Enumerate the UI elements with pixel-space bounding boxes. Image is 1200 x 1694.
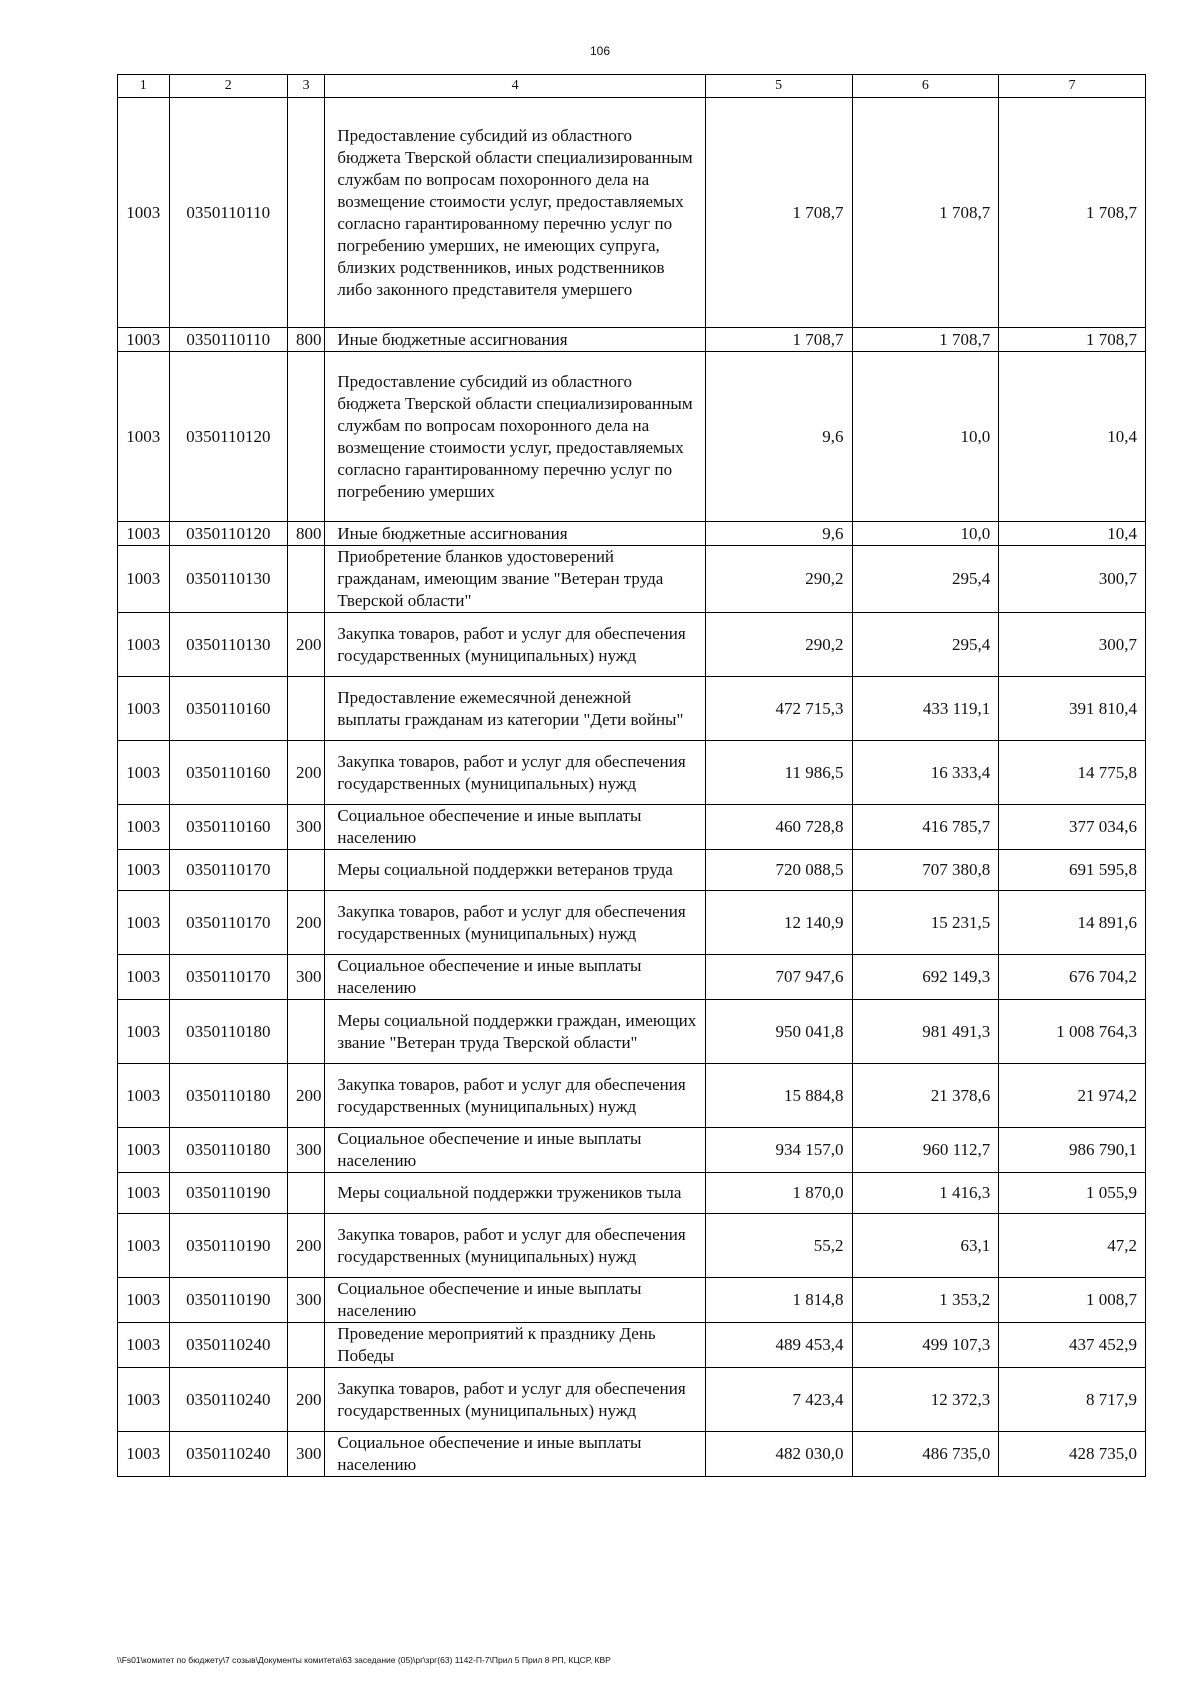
target-article-code-cell: 0350110180 (169, 1128, 287, 1173)
section-code-cell: 1003 (118, 98, 170, 328)
amount-col6-cell: 1 353,2 (852, 1278, 999, 1323)
item-name-cell: Закупка товаров, работ и услуг для обеспечения государственных (муниципальных) нужд (325, 741, 705, 805)
item-name-cell: Закупка товаров, работ и услуг для обеспечения государственных (муниципальных) нужд (325, 1064, 705, 1128)
item-name-cell: Закупка товаров, работ и услуг для обеспечения государственных (муниципальных) нужд (325, 1368, 705, 1432)
table-row (118, 1278, 1146, 1323)
target-article-code-cell: 0350110240 (169, 1368, 287, 1432)
table-row (118, 1432, 1146, 1477)
table-row (118, 891, 1146, 955)
amount-col5-cell: 9,6 (705, 522, 852, 546)
amount-col7-cell: 21 974,2 (999, 1064, 1146, 1128)
target-article-code-cell: 0350110160 (169, 741, 287, 805)
section-code-cell: 1003 (118, 1064, 170, 1128)
amount-col7-cell: 428 735,0 (999, 1432, 1146, 1477)
section-code-cell: 1003 (118, 1173, 170, 1214)
amount-col7-cell: 14 775,8 (999, 741, 1146, 805)
table-row (118, 613, 1146, 677)
table-row (118, 850, 1146, 891)
amount-col5-cell: 290,2 (705, 613, 852, 677)
amount-col6-cell: 981 491,3 (852, 1000, 999, 1064)
item-name-cell: Закупка товаров, работ и услуг для обеспечения государственных (муниципальных) нужд (325, 613, 705, 677)
amount-col5-cell: 15 884,8 (705, 1064, 852, 1128)
column-header-1: 1 (118, 75, 170, 98)
amount-col6-cell: 692 149,3 (852, 955, 999, 1000)
expense-type-code-cell: 200 (287, 891, 324, 955)
section-code-cell: 1003 (118, 850, 170, 891)
expense-type-code-cell (287, 98, 324, 328)
target-article-code-cell: 0350110160 (169, 805, 287, 850)
target-article-code-cell: 0350110120 (169, 352, 287, 522)
section-code-cell: 1003 (118, 1432, 170, 1477)
amount-col5-cell: 489 453,4 (705, 1323, 852, 1368)
column-header-6: 6 (852, 75, 999, 98)
table-row (118, 677, 1146, 741)
amount-col6-cell: 15 231,5 (852, 891, 999, 955)
amount-col6-cell: 10,0 (852, 352, 999, 522)
amount-col7-cell: 10,4 (999, 352, 1146, 522)
item-name-cell: Иные бюджетные ассигнования (325, 328, 705, 352)
amount-col7-cell: 437 452,9 (999, 1323, 1146, 1368)
amount-col5-cell: 472 715,3 (705, 677, 852, 741)
item-name-cell: Закупка товаров, работ и услуг для обеспечения государственных (муниципальных) нужд (325, 891, 705, 955)
section-code-cell: 1003 (118, 805, 170, 850)
column-header-7: 7 (999, 75, 1146, 98)
table-row (118, 1368, 1146, 1432)
target-article-code-cell: 0350110120 (169, 522, 287, 546)
target-article-code-cell: 0350110190 (169, 1214, 287, 1278)
target-article-code-cell: 0350110170 (169, 850, 287, 891)
item-name-cell: Закупка товаров, работ и услуг для обеспечения государственных (муниципальных) нужд (325, 1214, 705, 1278)
expense-type-code-cell: 200 (287, 1368, 324, 1432)
amount-col5-cell: 1 708,7 (705, 98, 852, 328)
table-row (118, 98, 1146, 328)
target-article-code-cell: 0350110110 (169, 328, 287, 352)
target-article-code-cell: 0350110240 (169, 1323, 287, 1368)
amount-col6-cell: 416 785,7 (852, 805, 999, 850)
amount-col6-cell: 21 378,6 (852, 1064, 999, 1128)
section-code-cell: 1003 (118, 1278, 170, 1323)
section-code-cell: 1003 (118, 1214, 170, 1278)
item-name-cell: Меры социальной поддержки ветеранов труда (325, 850, 705, 891)
budget-table (117, 74, 1146, 1477)
amount-col7-cell: 377 034,6 (999, 805, 1146, 850)
section-code-cell: 1003 (118, 1128, 170, 1173)
expense-type-code-cell: 200 (287, 613, 324, 677)
item-name-cell: Меры социальной поддержки граждан, имеющих звание "Ветеран труда Тверской области" (325, 1000, 705, 1064)
expense-type-code-cell: 800 (287, 522, 324, 546)
section-code-cell: 1003 (118, 546, 170, 613)
amount-col7-cell: 391 810,4 (999, 677, 1146, 741)
expense-type-code-cell: 800 (287, 328, 324, 352)
section-code-cell: 1003 (118, 1323, 170, 1368)
table-row (118, 1000, 1146, 1064)
amount-col5-cell: 9,6 (705, 352, 852, 522)
amount-col6-cell: 707 380,8 (852, 850, 999, 891)
expense-type-code-cell: 300 (287, 1432, 324, 1477)
target-article-code-cell: 0350110190 (169, 1278, 287, 1323)
section-code-cell: 1003 (118, 1000, 170, 1064)
item-name-cell: Социальное обеспечение и иные выплаты населению (325, 955, 705, 1000)
amount-col6-cell: 1 708,7 (852, 328, 999, 352)
amount-col7-cell: 1 008,7 (999, 1278, 1146, 1323)
amount-col6-cell: 960 112,7 (852, 1128, 999, 1173)
table-row (118, 522, 1146, 546)
table-row (118, 741, 1146, 805)
expense-type-code-cell (287, 677, 324, 741)
amount-col7-cell: 1 708,7 (999, 328, 1146, 352)
amount-col7-cell: 8 717,9 (999, 1368, 1146, 1432)
expense-type-code-cell: 300 (287, 1278, 324, 1323)
amount-col5-cell: 1 814,8 (705, 1278, 852, 1323)
amount-col5-cell: 1 870,0 (705, 1173, 852, 1214)
target-article-code-cell: 0350110170 (169, 955, 287, 1000)
item-name-cell: Иные бюджетные ассигнования (325, 522, 705, 546)
section-code-cell: 1003 (118, 352, 170, 522)
section-code-cell: 1003 (118, 1368, 170, 1432)
column-header-3: 3 (287, 75, 324, 98)
amount-col7-cell: 691 595,8 (999, 850, 1146, 891)
amount-col6-cell: 12 372,3 (852, 1368, 999, 1432)
expense-type-code-cell: 200 (287, 1214, 324, 1278)
table-row (118, 1173, 1146, 1214)
amount-col5-cell: 934 157,0 (705, 1128, 852, 1173)
table-row (118, 955, 1146, 1000)
amount-col6-cell: 433 119,1 (852, 677, 999, 741)
section-code-cell: 1003 (118, 522, 170, 546)
amount-col7-cell: 47,2 (999, 1214, 1146, 1278)
amount-col7-cell: 300,7 (999, 546, 1146, 613)
amount-col5-cell: 11 986,5 (705, 741, 852, 805)
amount-col6-cell: 295,4 (852, 613, 999, 677)
amount-col5-cell: 290,2 (705, 546, 852, 613)
amount-col5-cell: 460 728,8 (705, 805, 852, 850)
item-name-cell: Социальное обеспечение и иные выплаты населению (325, 805, 705, 850)
target-article-code-cell: 0350110130 (169, 613, 287, 677)
expense-type-code-cell: 200 (287, 1064, 324, 1128)
section-code-cell: 1003 (118, 741, 170, 805)
section-code-cell: 1003 (118, 328, 170, 352)
target-article-code-cell: 0350110190 (169, 1173, 287, 1214)
expense-type-code-cell: 300 (287, 805, 324, 850)
amount-col6-cell: 295,4 (852, 546, 999, 613)
amount-col7-cell: 676 704,2 (999, 955, 1146, 1000)
amount-col7-cell: 1 008 764,3 (999, 1000, 1146, 1064)
amount-col5-cell: 55,2 (705, 1214, 852, 1278)
column-header-4: 4 (325, 75, 705, 98)
table-row (118, 1064, 1146, 1128)
amount-col5-cell: 720 088,5 (705, 850, 852, 891)
target-article-code-cell: 0350110240 (169, 1432, 287, 1477)
table-row (118, 805, 1146, 850)
amount-col7-cell: 10,4 (999, 522, 1146, 546)
table-row (118, 546, 1146, 613)
amount-col7-cell: 986 790,1 (999, 1128, 1146, 1173)
item-name-cell: Проведение мероприятий к празднику День Победы (325, 1323, 705, 1368)
item-name-cell: Социальное обеспечение и иные выплаты населению (325, 1128, 705, 1173)
column-header-5: 5 (705, 75, 852, 98)
amount-col5-cell: 950 041,8 (705, 1000, 852, 1064)
item-name-cell: Социальное обеспечение и иные выплаты населению (325, 1278, 705, 1323)
file-path-footer: \\Fs01\комитет по бюджету\7 созыв\Документы комитета\63 заседание (05)\рг\зрг(63) 1142-П-7\Прил 5 Прил 8 РП, КЦСР, КВР (117, 1655, 611, 1665)
amount-col6-cell: 1 708,7 (852, 98, 999, 328)
item-name-cell: Социальное обеспечение и иные выплаты населению (325, 1432, 705, 1477)
target-article-code-cell: 0350110180 (169, 1000, 287, 1064)
amount-col6-cell: 16 333,4 (852, 741, 999, 805)
expense-type-code-cell (287, 850, 324, 891)
amount-col6-cell: 499 107,3 (852, 1323, 999, 1368)
amount-col7-cell: 300,7 (999, 613, 1146, 677)
target-article-code-cell: 0350110170 (169, 891, 287, 955)
expense-type-code-cell: 300 (287, 1128, 324, 1173)
table-row (118, 352, 1146, 522)
target-article-code-cell: 0350110180 (169, 1064, 287, 1128)
section-code-cell: 1003 (118, 955, 170, 1000)
expense-type-code-cell (287, 546, 324, 613)
amount-col5-cell: 707 947,6 (705, 955, 852, 1000)
item-name-cell: Предоставление ежемесячной денежной выплаты гражданам из категории "Дети войны" (325, 677, 705, 741)
target-article-code-cell: 0350110110 (169, 98, 287, 328)
page-number: 106 (589, 44, 611, 58)
amount-col6-cell: 486 735,0 (852, 1432, 999, 1477)
amount-col5-cell: 482 030,0 (705, 1432, 852, 1477)
amount-col5-cell: 12 140,9 (705, 891, 852, 955)
table-row (118, 1214, 1146, 1278)
expense-type-code-cell (287, 1173, 324, 1214)
item-name-cell: Предоставление субсидий из областного бюджета Тверской области специализированным службам по вопросам похоронного дела на возмещение стоимости услуг, предоставляемых согласно гарантированному перечню услуг по погребению умерших, не имеющих супруга, близких родственников, иных родственников либо законного представителя умершего (325, 98, 705, 328)
amount-col6-cell: 63,1 (852, 1214, 999, 1278)
amount-col6-cell: 1 416,3 (852, 1173, 999, 1214)
item-name-cell: Предоставление субсидий из областного бюджета Тверской области специализированным службам по вопросам похоронного дела на возмещение стоимости услуг, предоставляемых согласно гарантированному перечню услуг по погребению умерших (325, 352, 705, 522)
column-header-2: 2 (169, 75, 287, 98)
amount-col6-cell: 10,0 (852, 522, 999, 546)
amount-col5-cell: 7 423,4 (705, 1368, 852, 1432)
amount-col7-cell: 1 708,7 (999, 98, 1146, 328)
expense-type-code-cell: 300 (287, 955, 324, 1000)
section-code-cell: 1003 (118, 613, 170, 677)
expense-type-code-cell: 200 (287, 741, 324, 805)
table-row (118, 1128, 1146, 1173)
section-code-cell: 1003 (118, 891, 170, 955)
target-article-code-cell: 0350110130 (169, 546, 287, 613)
amount-col7-cell: 1 055,9 (999, 1173, 1146, 1214)
item-name-cell: Приобретение бланков удостоверений гражданам, имеющим звание "Ветеран труда Тверской области" (325, 546, 705, 613)
table-body (118, 98, 1146, 1477)
target-article-code-cell: 0350110160 (169, 677, 287, 741)
expense-type-code-cell (287, 352, 324, 522)
header-row (118, 75, 1146, 98)
amount-col7-cell: 14 891,6 (999, 891, 1146, 955)
table-row (118, 1323, 1146, 1368)
item-name-cell: Меры социальной поддержки тружеников тыла (325, 1173, 705, 1214)
amount-col5-cell: 1 708,7 (705, 328, 852, 352)
section-code-cell: 1003 (118, 677, 170, 741)
table-row (118, 328, 1146, 352)
expense-type-code-cell (287, 1323, 324, 1368)
expense-type-code-cell (287, 1000, 324, 1064)
